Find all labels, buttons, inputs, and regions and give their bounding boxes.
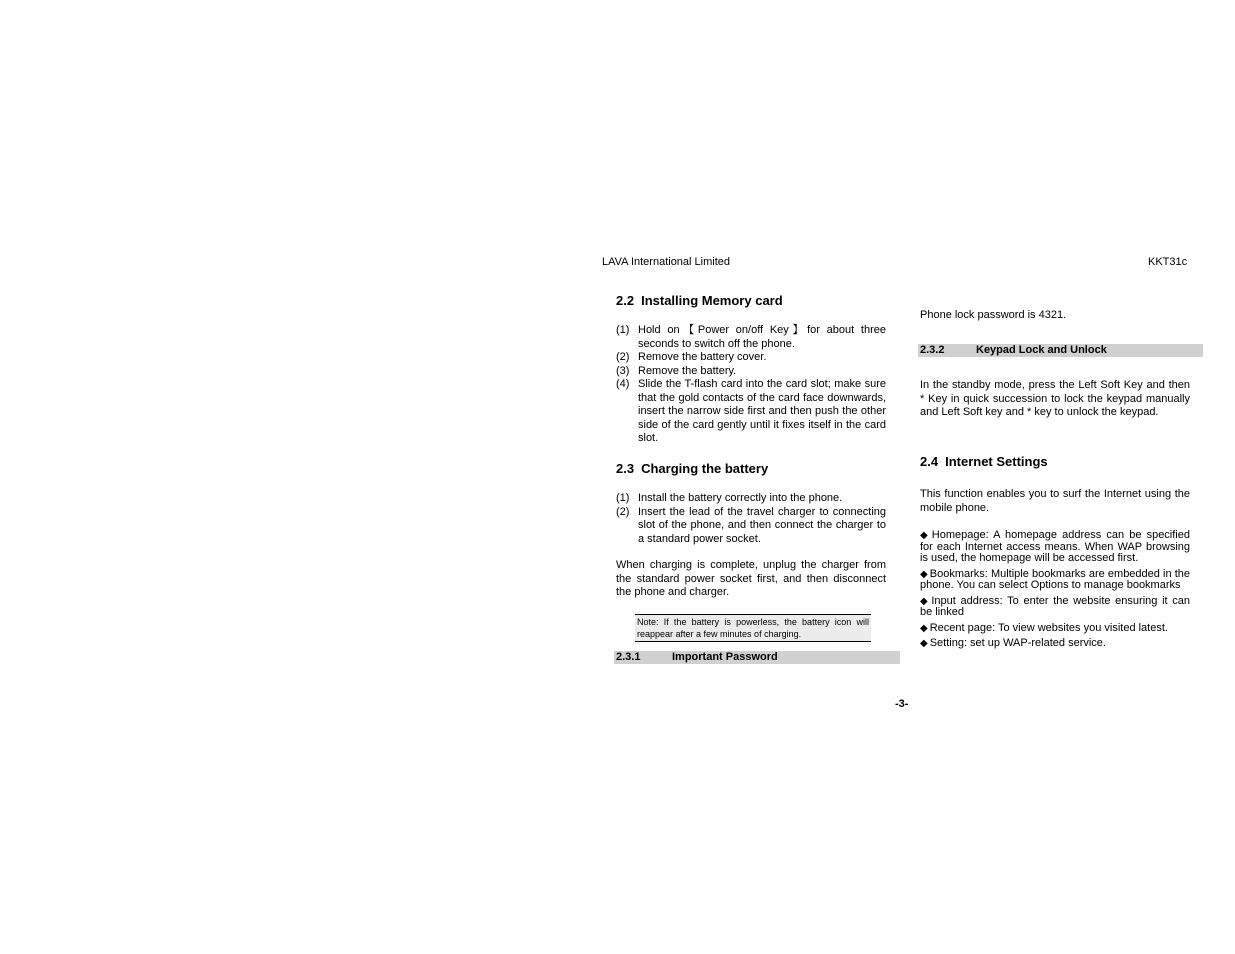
list-item xyxy=(616,351,886,365)
password-text: Phone lock password is 4321. xyxy=(920,309,1067,321)
list-item xyxy=(616,492,886,506)
step-text: Install the battery correctly into the phone. xyxy=(638,492,843,504)
section-title: Keypad Lock and Unlock xyxy=(976,344,1107,356)
step-text: Hold on【Power on/off Key】for about three seconds to switch off the phone. xyxy=(638,324,886,350)
page-number: -3- xyxy=(895,698,909,710)
step-text: Remove the battery cover. xyxy=(638,351,767,363)
step-text: Remove the battery. xyxy=(638,364,737,377)
list-item xyxy=(616,506,886,547)
section-title: Installing Memory card xyxy=(641,293,783,308)
section-title: Charging the battery xyxy=(641,461,769,476)
bullet-text: Input address: To enter the website ensuring it can be linked xyxy=(920,594,1190,618)
bullet-text: Homepage: A homepage address can be specified for each Internet access means. When WAP browsing is used, the homepage will be accessed first. xyxy=(920,529,1190,564)
diamond-bullet-icon: ◆ xyxy=(920,595,930,607)
section-number: 2.4 xyxy=(920,454,939,469)
step-number: (1) xyxy=(616,324,630,336)
step-text: Slide the T-flash card into the card slot; make sure that the gold contacts of the card face downwards, insert the narrow side first and then push the other side of the card gently until it fixes itself in the card slot. xyxy=(638,378,886,444)
header-right: KKT31c xyxy=(1148,256,1188,268)
section-2-3-1-bar xyxy=(614,651,900,664)
section-title: Important Password xyxy=(672,651,778,663)
section-2-3-2-bar xyxy=(918,344,1203,357)
battery-note: Note: If the battery is powerless, the battery icon will reappear after a few minutes of charging. xyxy=(635,614,871,642)
list-item xyxy=(920,638,1190,650)
list-item xyxy=(920,530,1190,565)
section-title: Internet Settings xyxy=(945,454,1048,469)
step-number: (4) xyxy=(616,378,630,390)
section-number: 2.3 xyxy=(616,461,635,476)
step-number: (3) xyxy=(616,364,630,377)
list-item xyxy=(616,324,886,351)
step-number: (2) xyxy=(616,505,630,518)
internet-paragraph: This function enables you to surf the Internet using the mobile phone. xyxy=(920,488,1190,514)
bullet-text: Bookmarks: Multiple bookmarks are embedded in the phone. You can select Options to manage bookmarks xyxy=(920,567,1190,591)
section-number: 2.2 xyxy=(616,293,635,308)
diamond-bullet-icon: ◆ xyxy=(920,568,928,580)
diamond-bullet-icon: ◆ xyxy=(920,622,928,634)
diamond-bullet-icon: ◆ xyxy=(920,530,930,541)
list-item xyxy=(616,365,886,379)
section-2-4-heading xyxy=(920,454,1048,470)
list-item xyxy=(616,378,886,446)
bullet-text: Setting: set up WAP-related service. xyxy=(929,637,1106,649)
section-2-2-heading xyxy=(616,293,783,309)
list-item xyxy=(920,569,1190,592)
header-left: LAVA International Limited xyxy=(602,256,731,268)
diamond-bullet-icon: ◆ xyxy=(920,638,928,649)
section-number: 2.3.2 xyxy=(920,344,945,356)
keypad-lock-paragraph: In the standby mode, press the Left Soft Key and then * Key in quick succession to lock the keypad manually and Left Soft key and * key to unlock the keypad. xyxy=(920,379,1190,418)
step-text: Insert the lead of the travel charger to connecting slot of the phone, and then connect the charger to a standard power socket. xyxy=(638,505,886,545)
section-number: 2.3.1 xyxy=(616,651,641,663)
step-number: (1) xyxy=(616,492,630,504)
list-item xyxy=(920,623,1190,635)
section-2-3-heading xyxy=(616,461,768,477)
bullet-text: Recent page: To view websites you visited latest. xyxy=(929,621,1168,634)
charging-steps xyxy=(616,492,886,546)
internet-bullet-list xyxy=(920,530,1190,654)
list-item xyxy=(920,596,1190,619)
step-number: (2) xyxy=(616,351,630,363)
charging-paragraph: When charging is complete, unplug the charger from the standard power socket first, and then disconnect the phone and charger. xyxy=(616,559,886,598)
memory-card-steps xyxy=(616,324,886,446)
